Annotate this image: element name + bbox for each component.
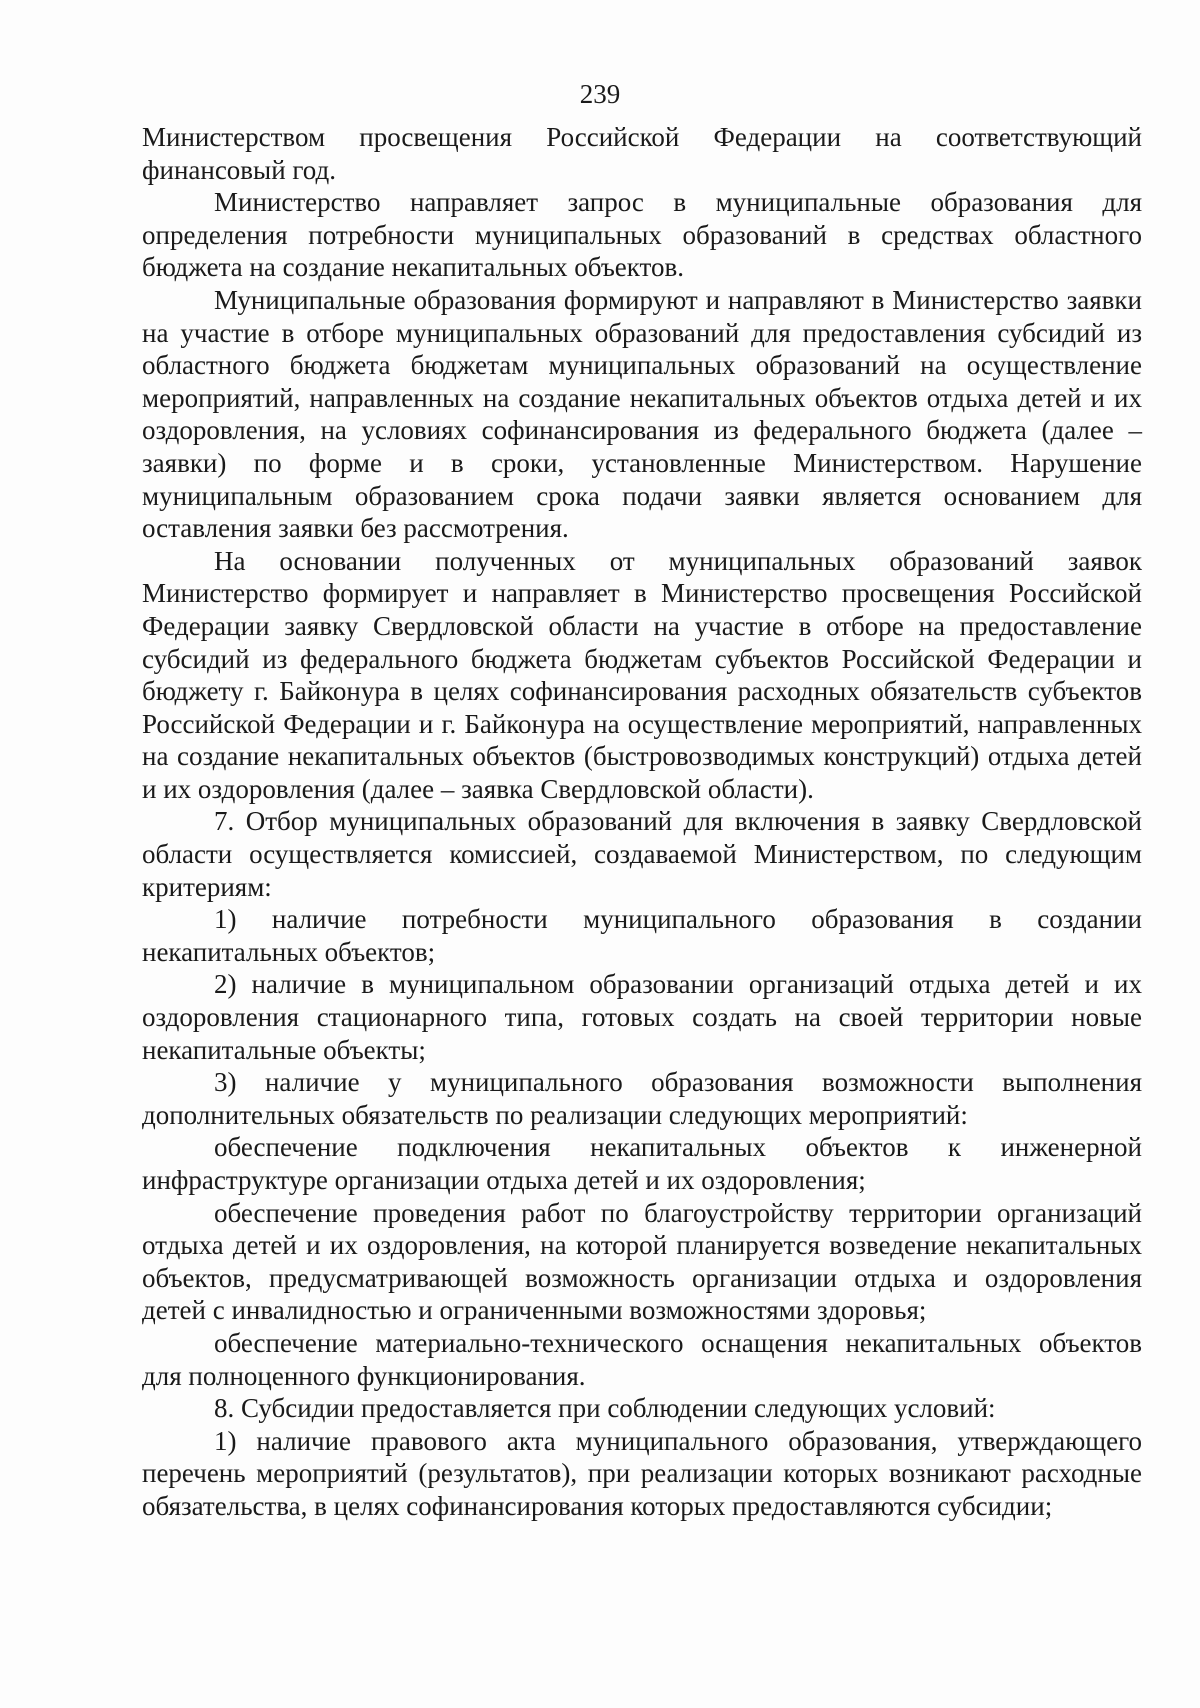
list-item-measure-landscaping: обеспечение проведения работ по благоустройству территории организаций отдыха детей и их оздоровления, на которой планируется возведение некапитальных объектов, предусматривающей возможность организации отдыха и оздоровления детей с инвалидностью и ограниченными возможностями здоровья;	[142, 1197, 1142, 1326]
list-item-criterion-2: 2) наличие в муниципальном образовании организаций отдыха детей и их оздоровления стационарного типа, готовых создать на своей территории новые некапитальные объекты;	[142, 969, 1142, 1065]
page-number: 239	[579, 79, 621, 109]
list-item-measure-equipment: обеспечение материально-технического оснащения некапитальных объектов для полноценного функционирования.	[142, 1327, 1142, 1391]
paragraph-section-7: 7. Отбор муниципальных образований для включения в заявку Свердловской области осуществляется комиссией, создаваемой Министерством, по следующим критериям:	[142, 806, 1142, 902]
paragraph-section-8: 8. Субсидии предоставляется при соблюдении следующих условий:	[214, 1393, 996, 1424]
paragraph-municipal-applications: Муниципальные образования формируют и направляют в Министерство заявки на участие в отборе муниципальных образований для предоставления субсидий из областного бюджета бюджетам муниципальных образований на осуществление мероприятий, направленных на создание некапитальных объектов отдыха детей и их оздоровления, на условиях софинансирования из федерального бюджета (далее – заявки) по форме и в сроки, установленные Министерством. Нарушение муниципальным образованием срока подачи заявки является основанием для оставления заявки без рассмотрения.	[142, 284, 1142, 544]
paragraph-regional-application: На основании полученных от муниципальных образований заявок Министерство формирует и направляет в Министерство просвещения Российской Федерации заявку Свердловской области на участие в отборе на предоставление субсидий из федерального бюджета бюджетам субъектов Российской Федерации и бюджету г. Байконура в целях софинансирования расходных обязательств субъектов Российской Федерации и г. Байконура на осуществление мероприятий, направленных на создание некапитальных объектов (быстровозводимых конструкций) отдыха детей и их оздоровления (далее – заявка Свердловской области).	[142, 545, 1142, 804]
document-body	[142, 121, 1142, 1523]
list-item-criterion-3: 3) наличие у муниципального образования возможности выполнения дополнительных обязательств по реализации следующих мероприятий:	[142, 1067, 1142, 1130]
list-item-criterion-1: 1) наличие потребности муниципального образования в создании некапитальных объектов;	[142, 904, 1142, 967]
paragraph-continuation: Министерством просвещения Российской Федерации на соответствующий финансовый год.	[142, 122, 1142, 185]
list-item-condition-1: 1) наличие правового акта муниципального образования, утверждающего перечень мероприятий (результатов), при реализации которых возникают расходные обязательства, в целях софинансирования которых предоставляются субсидии;	[142, 1425, 1142, 1521]
list-item-measure-connection: обеспечение подключения некапитальных объектов к инженерной инфраструктуре организации отдыха детей и их оздоровления;	[142, 1132, 1142, 1195]
paragraph-ministry-request: Министерство направляет запрос в муниципальные образования для определения потребности муниципальных образований в средствах областного бюджета на создание некапитальных объектов.	[142, 187, 1142, 283]
